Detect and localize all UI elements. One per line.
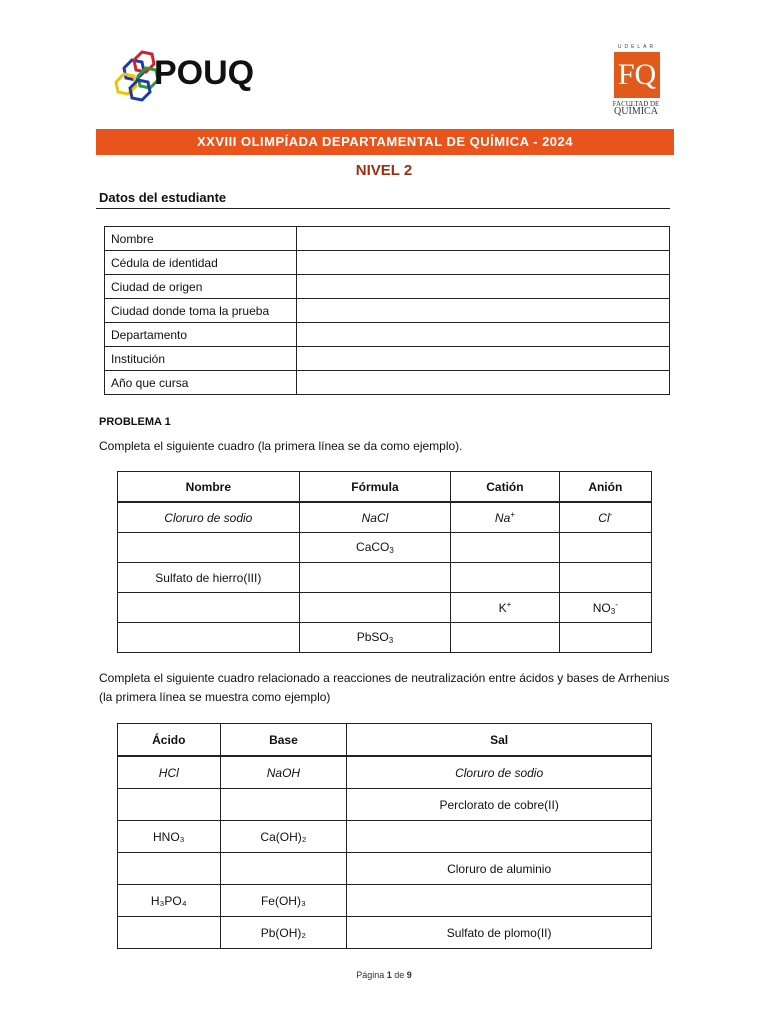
- problem-1-title: PROBLEMA 1: [99, 416, 171, 428]
- answer-cell[interactable]: [299, 593, 451, 623]
- table-cell: Sulfato de hierro(III): [118, 563, 300, 593]
- table-cell: NaCl: [299, 502, 451, 533]
- table-row: [118, 593, 652, 623]
- olympiad-banner: XXVIII OLIMPÍADA DEPARTAMENTAL DE QUÍMICA - 2024: [96, 129, 674, 155]
- field-label: Departamento: [105, 323, 297, 347]
- answer-cell[interactable]: [118, 623, 300, 653]
- student-data-table: [104, 226, 670, 395]
- table-row: [118, 821, 652, 853]
- field-label: Ciudad de origen: [105, 275, 297, 299]
- table-cell: Pb(OH)₂: [220, 917, 347, 949]
- pouq-wordmark: POUQ: [154, 54, 255, 92]
- table-cell: Fe(OH)₃: [220, 885, 347, 917]
- table-cell: NaOH: [220, 756, 347, 789]
- table-cell: Perclorato de cobre(II): [347, 789, 652, 821]
- table-header-row: [118, 472, 652, 503]
- table-row: [105, 251, 670, 275]
- table-row: [118, 563, 652, 593]
- answer-cell[interactable]: [347, 885, 652, 917]
- problem-1-instruction: Completa el siguiente cuadro (la primera línea se da como ejemplo).: [99, 439, 463, 453]
- table-row: [118, 502, 652, 533]
- answer-cell[interactable]: [451, 563, 559, 593]
- pouq-logo: [110, 46, 260, 108]
- compounds-table: [117, 471, 652, 653]
- level-title: NIVEL 2: [355, 162, 413, 179]
- test-city-field[interactable]: [297, 299, 670, 323]
- table-cell: $NO_3^-$: [559, 593, 651, 623]
- column-header: Fórmula: [299, 472, 451, 503]
- table-cell: Cloruro de sodio: [347, 756, 652, 789]
- page-number: Página 1 de 9: [356, 970, 412, 980]
- field-label: Nombre: [105, 227, 297, 251]
- institution-field[interactable]: [297, 347, 670, 371]
- problem-2-instruction: Completa el siguiente cuadro relacionado a reacciones de neutralización entre ácidos y bases de Arrhenius (la primera línea se muestra como ejemplo): [99, 671, 670, 704]
- table-cell: K+: [451, 593, 559, 623]
- table-cell: Ca(OH)₂: [220, 821, 347, 853]
- department-field[interactable]: [297, 323, 670, 347]
- table-cell: Na+: [451, 502, 559, 533]
- fq-mark: FQ: [614, 52, 660, 98]
- table-row: [118, 789, 652, 821]
- field-label: Institución: [105, 347, 297, 371]
- table-cell: Cloruro de sodio: [118, 502, 300, 533]
- answer-cell[interactable]: [118, 853, 221, 885]
- answer-cell[interactable]: [118, 593, 300, 623]
- table-row: [105, 299, 670, 323]
- chemistry-label: QUÍMICA: [614, 106, 658, 117]
- column-header: Anión: [559, 472, 651, 503]
- table-row: [118, 756, 652, 789]
- table-row: [118, 853, 652, 885]
- column-header: Sal: [347, 724, 652, 757]
- field-label: Año que cursa: [105, 371, 297, 395]
- udelar-text: UDELAR: [617, 44, 657, 50]
- answer-cell[interactable]: [118, 917, 221, 949]
- answer-cell[interactable]: [559, 563, 651, 593]
- school-year-field[interactable]: [297, 371, 670, 395]
- table-cell: PbSO$_3$: [299, 623, 451, 653]
- answer-cell[interactable]: [220, 853, 347, 885]
- faculty-label: FACULTAD DE: [612, 100, 660, 108]
- answer-cell[interactable]: [451, 623, 559, 653]
- column-header: Catión: [451, 472, 559, 503]
- table-row: [118, 623, 652, 653]
- answer-cell[interactable]: [347, 821, 652, 853]
- table-cell: CaCO$_3$: [299, 533, 451, 563]
- column-header: Base: [220, 724, 347, 757]
- table-cell: Cl-: [559, 502, 651, 533]
- fq-faculty-logo: [604, 44, 668, 117]
- table-cell: H₃PO₄: [118, 885, 221, 917]
- table-row: [105, 227, 670, 251]
- answer-cell[interactable]: [299, 563, 451, 593]
- origin-city-field[interactable]: [297, 275, 670, 299]
- student-data-title: Datos del estudiante: [99, 190, 227, 205]
- column-header: Nombre: [118, 472, 300, 503]
- answer-cell[interactable]: [451, 533, 559, 563]
- id-field[interactable]: [297, 251, 670, 275]
- column-header: Ácido: [118, 724, 221, 757]
- table-row: [105, 347, 670, 371]
- table-cell: HCl: [118, 756, 221, 789]
- answer-cell[interactable]: [118, 533, 300, 563]
- table-row: [118, 533, 652, 563]
- table-cell: HNO₃: [118, 821, 221, 853]
- neutralization-table: [117, 723, 652, 949]
- table-row: [118, 885, 652, 917]
- table-header-row: [118, 724, 652, 757]
- name-field[interactable]: [297, 227, 670, 251]
- field-label: Ciudad donde toma la prueba: [105, 299, 297, 323]
- table-row: [105, 275, 670, 299]
- table-cell: Sulfato de plomo(II): [347, 917, 652, 949]
- answer-cell[interactable]: [559, 533, 651, 563]
- table-row: [105, 323, 670, 347]
- answer-cell[interactable]: [559, 623, 651, 653]
- answer-cell[interactable]: [118, 789, 221, 821]
- divider: [96, 208, 670, 209]
- field-label: Cédula de identidad: [105, 251, 297, 275]
- table-row: [118, 917, 652, 949]
- answer-cell[interactable]: [220, 789, 347, 821]
- table-row: [105, 371, 670, 395]
- table-cell: Cloruro de aluminio: [347, 853, 652, 885]
